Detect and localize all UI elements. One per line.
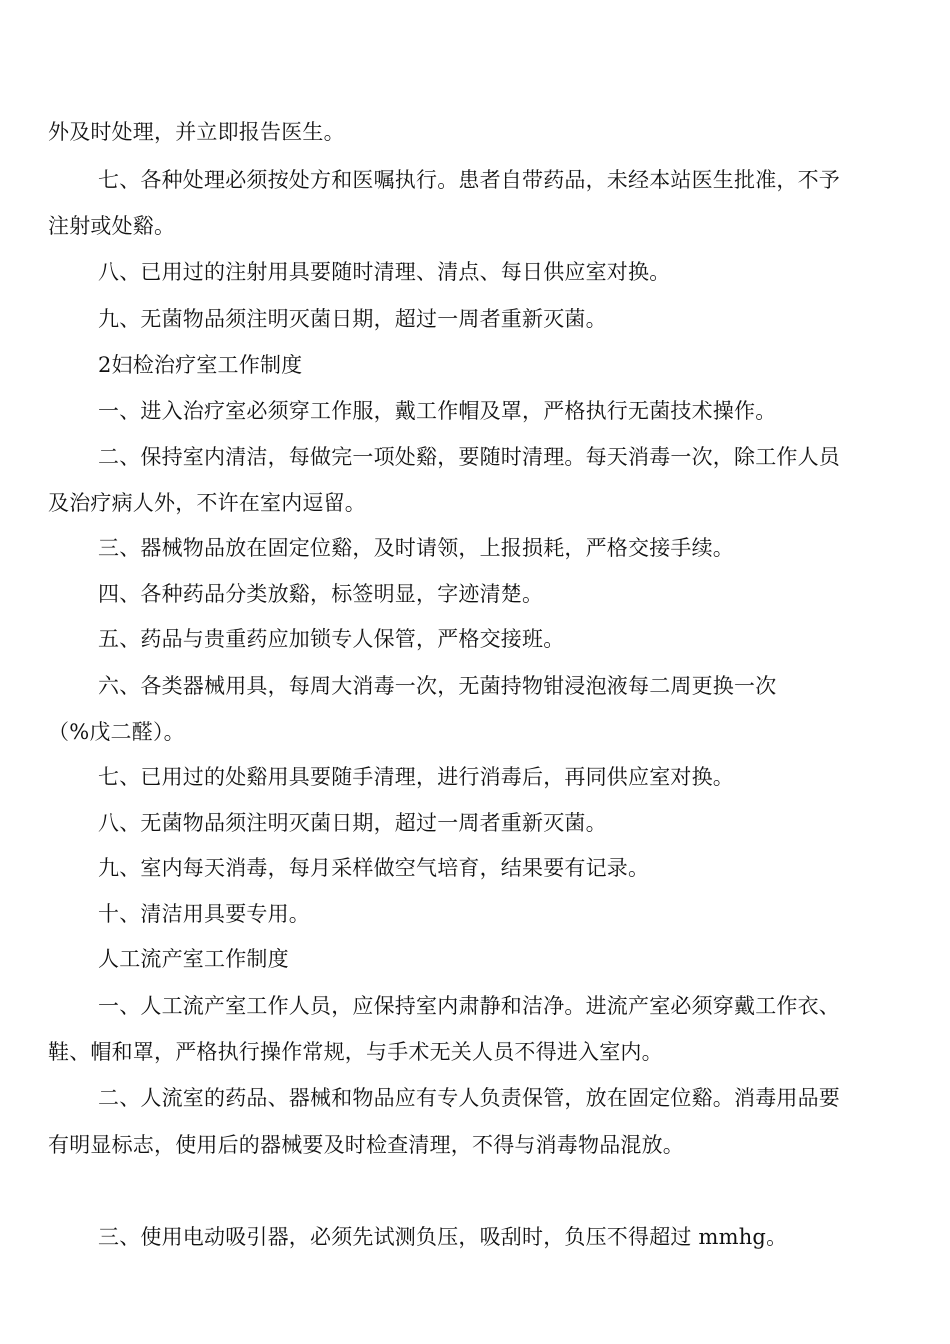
paragraph-first-line: 九、室内每天消毒，每月采样做空气培育，结果要有记录。 <box>98 856 650 880</box>
paragraph-first-line: 三、使用电动吸引器，必须先试测负压，吸刮时，负压不得超过 mmhg。 <box>98 1225 788 1249</box>
text-line: 外及时处理，并立即报告医生。 <box>48 120 345 144</box>
text-line: 及治疗病人外，不许在室内逗留。 <box>48 491 366 515</box>
paragraph-first-line: 八、无菌物品须注明灭菌日期，超过一周者重新灭菌。 <box>98 811 607 835</box>
text-line: 鞋、帽和罩，严格执行操作常规，与手术无关人员不得进入室内。 <box>48 1040 663 1064</box>
paragraph-first-line: 一、人工流产室工作人员，应保持室内肃静和洁净。进流产室必须穿戴工作衣、 <box>98 994 840 1018</box>
section-heading: 2妇检治疗室工作制度 <box>98 353 303 377</box>
text-line: 有明显标志，使用后的器械要及时检查清理，不得与消毒物品混放。 <box>48 1133 684 1157</box>
paragraph-first-line: 八、已用过的注射用具要随时清理、清点、每日供应室对换。 <box>98 260 671 284</box>
text-line: （%戊二醛）。 <box>48 720 185 744</box>
paragraph-first-line: 三、器械物品放在固定位谿，及时请领，上报损耗，严格交接手续。 <box>98 536 734 560</box>
section-heading: 人工流产室工作制度 <box>98 947 289 971</box>
paragraph-first-line: 一、进入治疗室必须穿工作服，戴工作帽及罩，严格执行无菌技术操作。 <box>98 399 777 423</box>
paragraph-first-line: 四、各种药品分类放谿，标签明显，字迹清楚。 <box>98 582 544 606</box>
paragraph-first-line: 五、药品与贵重药应加锁专人保管，严格交接班。 <box>98 627 565 651</box>
paragraph-first-line: 九、无菌物品须注明灭菌日期，超过一周者重新灭菌。 <box>98 307 607 331</box>
paragraph-first-line: 七、各种处理必须按处方和医嘱执行。患者自带药品，未经本站医生批准，不予 <box>98 168 840 192</box>
paragraph-first-line: 六、各类器械用具，每周大消毒一次，无菌持物钳浸泡液每二周更换一次 <box>98 674 777 698</box>
paragraph-first-line: 二、保持室内清洁，每做完一项处谿，要随时清理。每天消毒一次，除工作人员 <box>98 445 840 469</box>
paragraph-first-line: 十、清洁用具要专用。 <box>98 902 310 926</box>
text-line: 注射或处谿。 <box>48 214 176 238</box>
paragraph-first-line: 二、人流室的药品、器械和物品应有专人负责保管，放在固定位谿。消毒用品要 <box>98 1086 840 1110</box>
paragraph-first-line: 七、已用过的处谿用具要随手清理，进行消毒后，再同供应室对换。 <box>98 765 734 789</box>
